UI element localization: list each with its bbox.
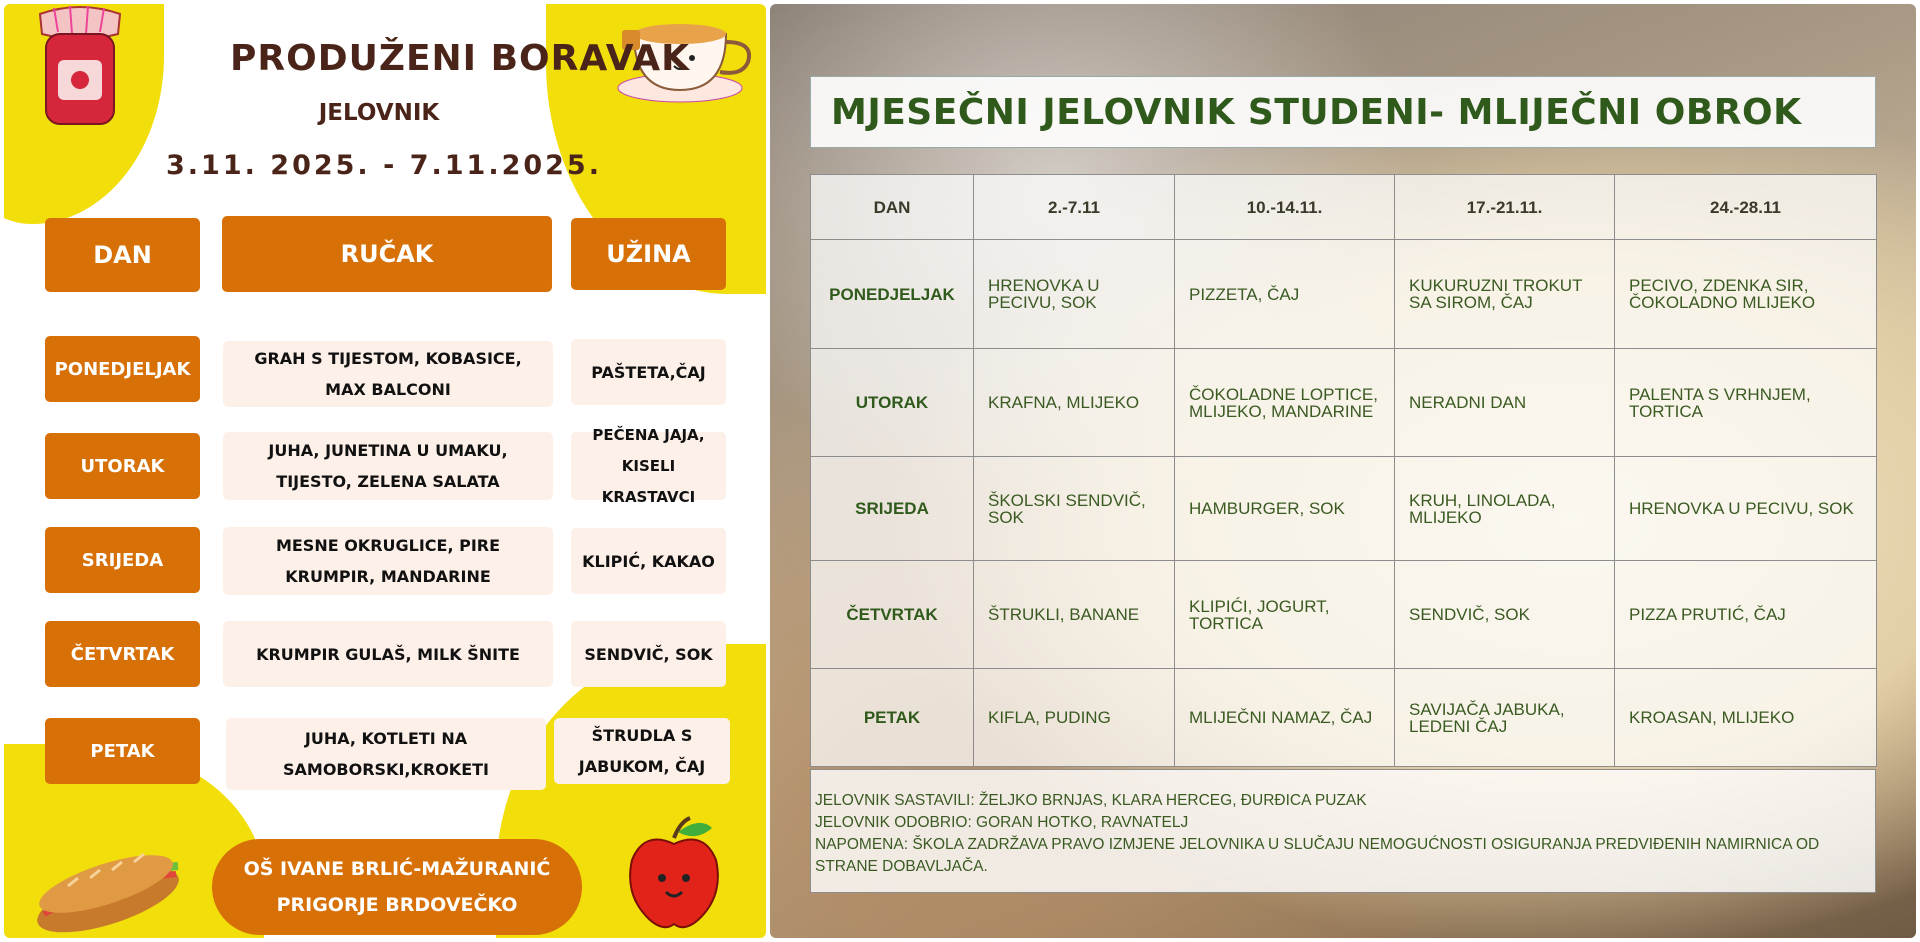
meal-text: TORTICA bbox=[1189, 613, 1263, 633]
meal-text: LEDENI ČAJ bbox=[1409, 716, 1508, 736]
column-header: DAN bbox=[811, 175, 974, 240]
meal-text: NERADNI DAN bbox=[1409, 393, 1527, 412]
poster-dates: 3.11. 2025. - 7.11.2025. bbox=[166, 150, 602, 181]
meal-cell bbox=[1615, 240, 1877, 349]
meal-text: PECIVU, SOK bbox=[988, 293, 1097, 312]
note-line: JELOVNIK SASTAVILI: ŽELJKO BRNJAS, KLARA HERCEG, ĐURĐICA PUZAK bbox=[815, 792, 1367, 809]
day-cell: UTORAK bbox=[811, 349, 974, 457]
table-row bbox=[811, 457, 1877, 561]
table-row bbox=[811, 240, 1877, 349]
snack-cell bbox=[554, 718, 730, 784]
day-cell: SRIJEDA bbox=[811, 457, 974, 561]
school-line-2: PRIGORJE BRDOVEČKO bbox=[276, 894, 518, 916]
meal-cell bbox=[1395, 457, 1615, 561]
table-row bbox=[811, 561, 1877, 669]
header-snack: UŽINA bbox=[571, 218, 726, 290]
boravak-menu-poster bbox=[4, 4, 766, 938]
column-header: 24.-28.11 bbox=[1615, 175, 1877, 240]
meal-cell bbox=[1615, 457, 1877, 561]
snack-text: SENDVIČ, SOK bbox=[584, 644, 713, 664]
day-label-utorak: UTORAK bbox=[45, 433, 200, 499]
apple-icon bbox=[624, 816, 724, 934]
meal-text: TORTICA bbox=[1629, 401, 1703, 421]
day-cell: PONEDJELJAK bbox=[811, 240, 974, 349]
meal-text: HAMBURGER, SOK bbox=[1189, 499, 1345, 518]
table-row bbox=[811, 669, 1877, 767]
lunch-text: JUHA, JUNETINA U UMAKU, bbox=[268, 441, 508, 460]
snack-text: JABUKOM, ČAJ bbox=[578, 757, 706, 776]
meal-text: SOK bbox=[988, 507, 1024, 527]
monthly-menu-panel bbox=[770, 4, 1916, 938]
table-header-row bbox=[811, 175, 1877, 240]
meal-cell bbox=[1175, 240, 1395, 349]
column-header: 2.-7.11 bbox=[974, 175, 1175, 240]
lunch-text: KRUMPIR, MANDARINE bbox=[285, 567, 491, 586]
snack-text: ŠTRUDLA S bbox=[591, 726, 693, 745]
meal-text: MLIJEKO bbox=[1409, 507, 1482, 527]
lunch-cell bbox=[223, 432, 553, 500]
snack-cell bbox=[571, 528, 726, 594]
poster-subtitle: JELOVNIK bbox=[318, 100, 440, 126]
meal-cell bbox=[1395, 561, 1615, 669]
meal-cell bbox=[974, 457, 1175, 561]
meal-text: PECIVO, ZDENKA SIR, bbox=[1629, 276, 1809, 295]
meal-text: MLIJEČNI NAMAZ, ČAJ bbox=[1189, 708, 1373, 727]
lunch-cell bbox=[223, 527, 553, 595]
note-line: JELOVNIK ODOBRIO: GORAN HOTKO, RAVNATELJ bbox=[815, 814, 1189, 831]
meal-text: KRAFNA, MLIJEKO bbox=[988, 393, 1140, 412]
meal-text: KLIPIĆI, JOGURT, bbox=[1189, 596, 1330, 616]
meal-text: PIZZETA, ČAJ bbox=[1189, 284, 1300, 304]
meal-text: KROASAN, MLIJEKO bbox=[1629, 708, 1795, 727]
lunch-text: GRAH S TIJESTOM, KOBASICE, bbox=[254, 349, 522, 368]
school-line-1: OŠ IVANE BRLIĆ-MAŽURANIĆ bbox=[243, 858, 551, 880]
meal-text: KIFLA, PUDING bbox=[988, 708, 1111, 727]
poster-title: PRODUŽENI BORAVAK bbox=[230, 38, 690, 79]
meal-text: SENDVIČ, SOK bbox=[1409, 605, 1530, 624]
column-header: 10.-14.11. bbox=[1175, 175, 1395, 240]
meal-text: ŠTRUKLI, BANANE bbox=[988, 605, 1140, 624]
meal-cell bbox=[974, 349, 1175, 457]
meal-cell bbox=[1395, 240, 1615, 349]
meal-cell bbox=[1395, 669, 1615, 767]
header-day: DAN bbox=[45, 218, 200, 292]
meal-text: ŠKOLSKI SENDVIČ, bbox=[988, 490, 1146, 510]
day-label-petak: PETAK bbox=[45, 718, 200, 784]
meal-text: ČOKOLADNO MLIJEKO bbox=[1629, 293, 1816, 312]
meal-text: SA SIROM, ČAJ bbox=[1409, 293, 1533, 312]
meal-text: KRUH, LINOLADA, bbox=[1409, 490, 1556, 510]
column-header: 17.-21.11. bbox=[1395, 175, 1615, 240]
meal-cell bbox=[1175, 669, 1395, 767]
snack-cell bbox=[571, 425, 726, 506]
meal-cell bbox=[1615, 561, 1877, 669]
meal-cell bbox=[974, 561, 1175, 669]
meal-text: KUKURUZNI TROKUT bbox=[1409, 276, 1583, 295]
meal-text: HRENOVKA U PECIVU, SOK bbox=[1629, 499, 1854, 518]
day-cell: ČETVRTAK bbox=[811, 561, 974, 669]
lunch-text: KRUMPIR GULAŠ, MILK ŠNITE bbox=[256, 644, 520, 664]
lunch-cell bbox=[223, 341, 553, 407]
lunch-text: SAMOBORSKI,KROKETI bbox=[282, 760, 489, 779]
meal-cell bbox=[1175, 457, 1395, 561]
lunch-cell bbox=[226, 718, 546, 790]
meal-text: SAVIJAČA JABUKA, bbox=[1409, 699, 1565, 719]
header-lunch: RUČAK bbox=[222, 216, 552, 292]
snack-text: KLIPIĆ, KAKAO bbox=[582, 551, 715, 571]
meal-cell bbox=[1615, 669, 1877, 767]
snack-text: PAŠTETA,ČAJ bbox=[591, 362, 706, 382]
day-label-srijeda: SRIJEDA bbox=[45, 527, 200, 593]
menu-notes bbox=[810, 769, 1876, 893]
snack-text: KISELI KRASTAVCI bbox=[601, 456, 696, 506]
meal-text: ČOKOLADNE LOPTICE, bbox=[1189, 384, 1378, 404]
snack-text: PEČENA JAJA, bbox=[592, 425, 705, 444]
monthly-menu-title: MJESEČNI JELOVNIK STUDENI- MLIJEČNI OBROK bbox=[831, 91, 1802, 133]
meal-cell bbox=[974, 240, 1175, 349]
meal-cell bbox=[974, 669, 1175, 767]
meal-text: PIZZA PRUTIĆ, ČAJ bbox=[1629, 605, 1786, 624]
table-row bbox=[811, 349, 1877, 457]
monthly-menu-title-box bbox=[810, 76, 1876, 148]
school-name-badge bbox=[212, 839, 582, 935]
note-line: STRANE DOBAVLJAČA. bbox=[815, 858, 988, 875]
day-label-cetvrtak: ČETVRTAK bbox=[45, 621, 200, 687]
lunch-cell bbox=[223, 621, 553, 687]
snack-cell bbox=[571, 339, 726, 405]
lunch-text: MESNE OKRUGLICE, PIRE bbox=[275, 536, 501, 555]
monthly-menu-table bbox=[810, 174, 1877, 767]
lunch-text: MAX BALCONI bbox=[325, 380, 451, 399]
meal-cell bbox=[1175, 349, 1395, 457]
lunch-text: JUHA, KOTLETI NA bbox=[304, 729, 468, 748]
note-line: NAPOMENA: ŠKOLA ZADRŽAVA PRAVO IZMJENE JELOVNIKA U SLUČAJU NEMOGUĆNOSTI OSIGURANJA PREDVIĐENIH NAMIRNICA OD bbox=[815, 836, 1820, 853]
lunch-text: TIJESTO, ZELENA SALATA bbox=[276, 472, 500, 491]
day-label-ponedjeljak: PONEDJELJAK bbox=[45, 336, 200, 402]
sandwich-icon bbox=[28, 830, 188, 938]
meal-text: MLIJEKO, MANDARINE bbox=[1189, 401, 1374, 421]
meal-text: PALENTA S VRHNJEM, bbox=[1629, 384, 1811, 404]
meal-cell bbox=[1615, 349, 1877, 457]
day-cell: PETAK bbox=[811, 669, 974, 767]
meal-cell bbox=[1175, 561, 1395, 669]
snack-cell bbox=[571, 621, 726, 687]
meal-text: HRENOVKA U bbox=[988, 276, 1100, 295]
meal-cell bbox=[1395, 349, 1615, 457]
